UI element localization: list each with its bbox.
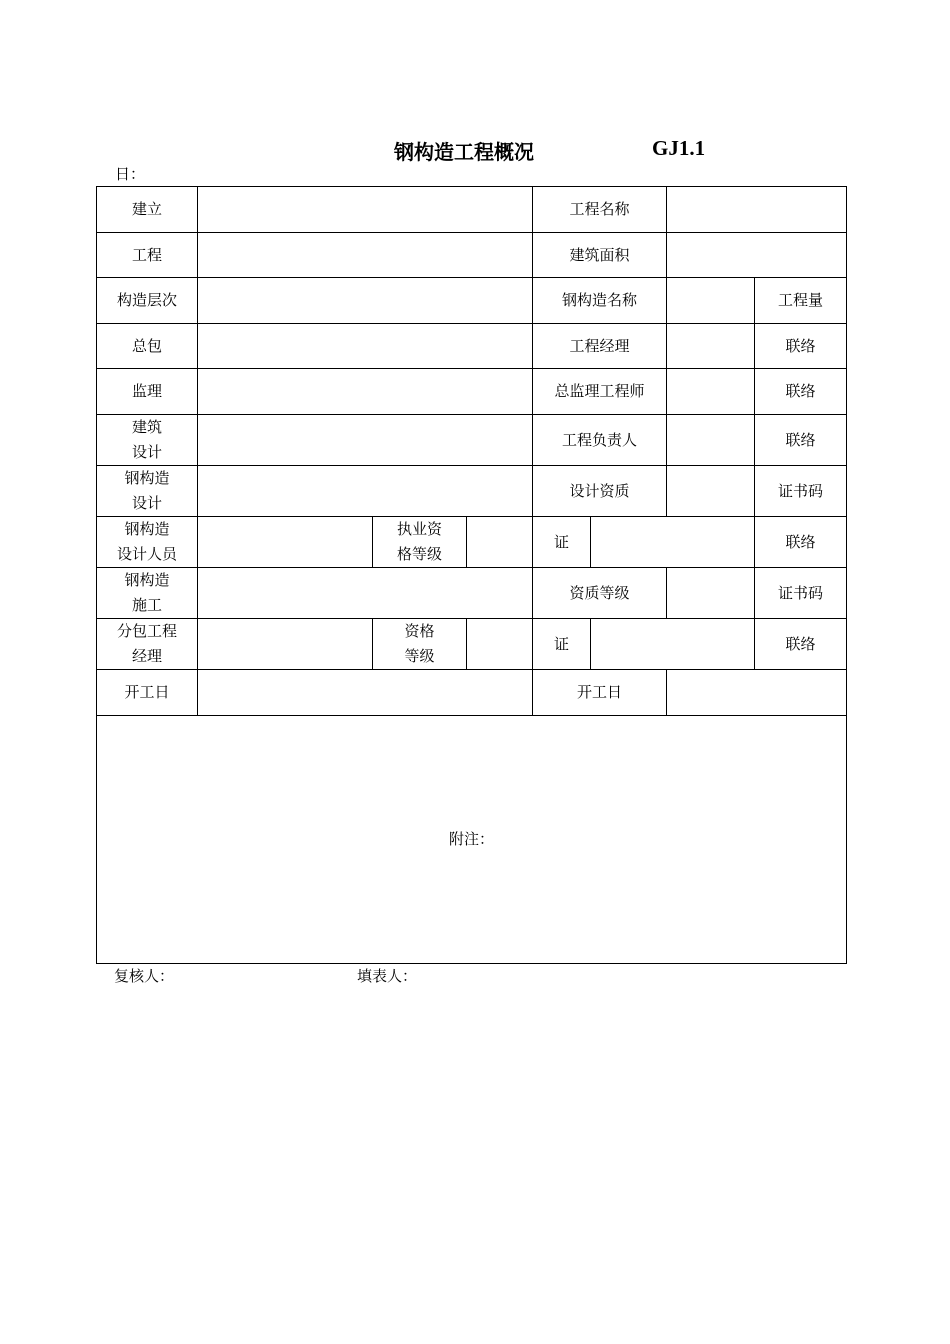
- steel-structure-name-field[interactable]: [667, 278, 755, 324]
- project-field[interactable]: [198, 233, 533, 278]
- table-row: [97, 187, 847, 233]
- certificate-field[interactable]: [591, 517, 755, 568]
- label-construction-unit: 建立: [97, 187, 198, 233]
- table-row: [97, 324, 847, 369]
- notes-label: 附注：: [449, 830, 495, 848]
- label-supervision: 监理: [97, 369, 198, 415]
- start-date-2-field[interactable]: [667, 670, 847, 716]
- label-chief-supervisor: 总监理工程师: [533, 369, 667, 415]
- label-start-date-2: 开工日: [533, 670, 667, 716]
- label-design-qualification: 设计资质: [533, 466, 667, 517]
- form-code: GJ1.1: [652, 136, 706, 160]
- form-title: 钢构造工程概况: [394, 140, 534, 164]
- supervision-field[interactable]: [198, 369, 533, 415]
- subcontract-manager-field[interactable]: [198, 619, 373, 670]
- label-contact: 联络: [755, 517, 847, 568]
- reviewer-label: 复核人：: [114, 967, 175, 985]
- label-certificate: 证: [533, 619, 591, 670]
- notes-area[interactable]: [97, 716, 847, 964]
- label-certificate-number: 证书码: [755, 568, 847, 619]
- table-row: [97, 233, 847, 278]
- label-structure-levels: 构造层次: [97, 278, 198, 324]
- table-row: [97, 517, 847, 568]
- label-contact: 联络: [755, 619, 847, 670]
- design-qualification-field[interactable]: [667, 466, 755, 517]
- project-manager-field[interactable]: [667, 324, 755, 369]
- label-steel-designers: 钢构造 设计人员: [97, 517, 198, 568]
- label-project-lead: 工程负责人: [533, 415, 667, 466]
- table-row: [97, 278, 847, 324]
- table-row: [97, 415, 847, 466]
- certificate-field[interactable]: [591, 619, 755, 670]
- building-area-field[interactable]: [667, 233, 847, 278]
- label-start-date: 开工日: [97, 670, 198, 716]
- general-contractor-field[interactable]: [198, 324, 533, 369]
- construction-unit-field[interactable]: [198, 187, 533, 233]
- label-contact: 联络: [755, 415, 847, 466]
- label-project: 工程: [97, 233, 198, 278]
- label-qualification-level: 资格 等级: [373, 619, 467, 670]
- table-row: [97, 568, 847, 619]
- label-certificate-number: 证书码: [755, 466, 847, 517]
- label-building-area: 建筑面积: [533, 233, 667, 278]
- practice-qualification-field[interactable]: [467, 517, 533, 568]
- project-lead-field[interactable]: [667, 415, 755, 466]
- chief-supervisor-field[interactable]: [667, 369, 755, 415]
- architectural-design-field[interactable]: [198, 415, 533, 466]
- table-row: [97, 716, 847, 964]
- steel-construction-field[interactable]: [198, 568, 533, 619]
- label-general-contractor: 总包: [97, 324, 198, 369]
- project-overview-table: [96, 186, 847, 964]
- label-architectural-design: 建筑 设计: [97, 415, 198, 466]
- table-row: [97, 619, 847, 670]
- label-contact: 联络: [755, 324, 847, 369]
- label-quantity: 工程量: [755, 278, 847, 324]
- project-name-field[interactable]: [667, 187, 847, 233]
- steel-design-field[interactable]: [198, 466, 533, 517]
- table-row: [97, 466, 847, 517]
- label-steel-structure-name: 钢构造名称: [533, 278, 667, 324]
- qualification-level-field[interactable]: [467, 619, 533, 670]
- label-steel-design: 钢构造 设计: [97, 466, 198, 517]
- qualification-grade-field[interactable]: [667, 568, 755, 619]
- filler-label: 填表人：: [357, 967, 418, 985]
- table-row: [97, 670, 847, 716]
- label-certificate: 证: [533, 517, 591, 568]
- label-project-manager: 工程经理: [533, 324, 667, 369]
- label-practice-qualification: 执业资 格等级: [373, 517, 467, 568]
- steel-designers-field[interactable]: [198, 517, 373, 568]
- date-label: 日：: [115, 165, 146, 183]
- label-subcontract-manager: 分包工程 经理: [97, 619, 198, 670]
- label-qualification-grade: 资质等级: [533, 568, 667, 619]
- label-contact: 联络: [755, 369, 847, 415]
- table-row: [97, 369, 847, 415]
- structure-levels-field[interactable]: [198, 278, 533, 324]
- label-project-name: 工程名称: [533, 187, 667, 233]
- start-date-field[interactable]: [198, 670, 533, 716]
- label-steel-construction: 钢构造 施工: [97, 568, 198, 619]
